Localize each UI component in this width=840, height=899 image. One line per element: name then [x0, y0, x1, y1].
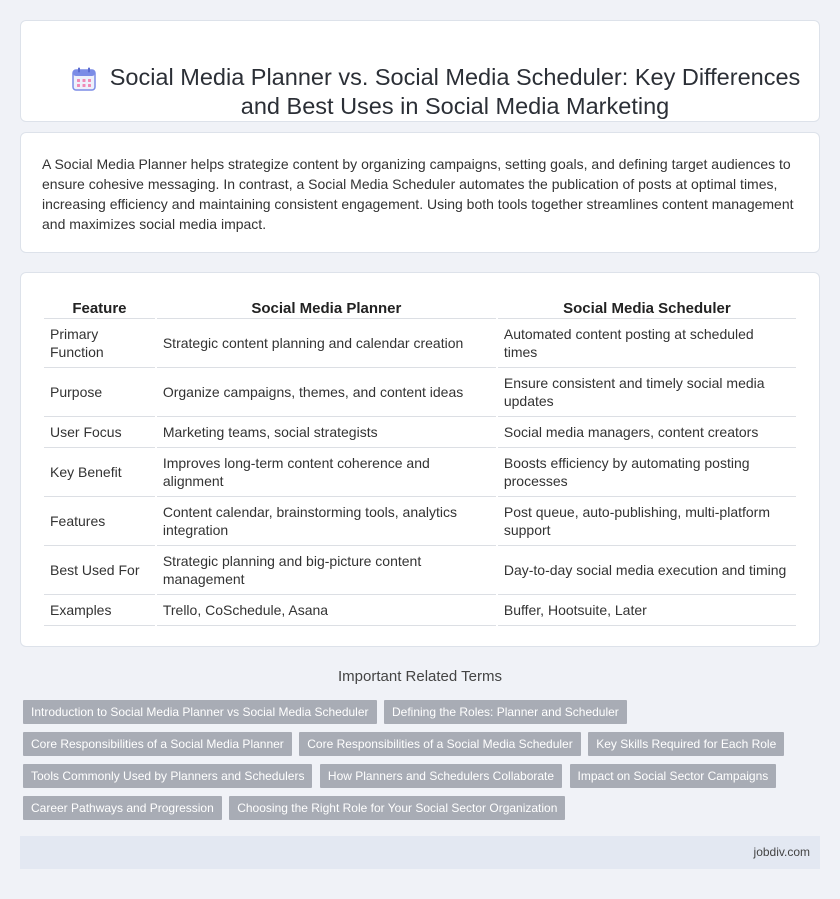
related-term-tag[interactable]: How Planners and Schedulers Collaborate: [320, 764, 562, 788]
calendar-icon: [71, 66, 97, 92]
title-card: [20, 20, 820, 122]
table-cell: Key Benefit: [44, 448, 155, 497]
related-terms-heading: Important Related Terms: [338, 668, 502, 685]
table-cell: Content calendar, brainstorming tools, analytics integration: [157, 497, 496, 546]
related-terms-list: [23, 700, 803, 828]
table-row: [44, 368, 796, 417]
table-cell: Automated content posting at scheduled times: [498, 319, 796, 368]
table-cell: Social media managers, content creators: [498, 417, 796, 448]
intro-paragraph: A Social Media Planner helps strategize content by organizing campaigns, setting goals, and defining target audiences to ensure cohesive messaging. In contrast, a Social Media Scheduler automates the publication of posts at optimal times, increasing efficiency and maintaining consistent engagement. Using both tools together streamlines content management and maximizes social media impact.: [42, 156, 794, 232]
related-term-tag[interactable]: Core Responsibilities of a Social Media Scheduler: [299, 732, 580, 756]
table-cell: Examples: [44, 595, 155, 626]
page-title: Social Media Planner vs. Social Media Scheduler: Key Differences and Best Uses in Social Media Marketing: [109, 64, 801, 119]
column-header: Social Media Scheduler: [498, 295, 796, 319]
table-cell: Trello, CoSchedule, Asana: [157, 595, 496, 626]
comparison-table: [42, 295, 798, 626]
footer-site-link[interactable]: jobdiv.com: [753, 845, 810, 859]
table-cell: User Focus: [44, 417, 155, 448]
table-cell: Ensure consistent and timely social media updates: [498, 368, 796, 417]
column-header: Feature: [44, 295, 155, 319]
related-term-tag[interactable]: Core Responsibilities of a Social Media Planner: [23, 732, 292, 756]
table-cell: Primary Function: [44, 319, 155, 368]
related-term-tag[interactable]: Key Skills Required for Each Role: [588, 732, 784, 756]
table-header-row: [44, 295, 796, 319]
related-term-tag[interactable]: Defining the Roles: Planner and Scheduler: [384, 700, 627, 724]
column-header: Social Media Planner: [157, 295, 496, 319]
table-row: [44, 319, 796, 368]
table-cell: Strategic planning and big-picture content management: [157, 546, 496, 595]
table-cell: Buffer, Hootsuite, Later: [498, 595, 796, 626]
table-cell: Best Used For: [44, 546, 155, 595]
table-cell: Purpose: [44, 368, 155, 417]
table-cell: Features: [44, 497, 155, 546]
table-cell: Marketing teams, social strategists: [157, 417, 496, 448]
table-cell: Post queue, auto-publishing, multi-platform support: [498, 497, 796, 546]
related-term-tag[interactable]: Impact on Social Sector Campaigns: [570, 764, 777, 788]
table-cell: Improves long-term content coherence and alignment: [157, 448, 496, 497]
table-cell: Strategic content planning and calendar creation: [157, 319, 496, 368]
table-cell: Boosts efficiency by automating posting processes: [498, 448, 796, 497]
table-row: [44, 546, 796, 595]
footer: [20, 836, 820, 869]
related-term-tag[interactable]: Choosing the Right Role for Your Social Sector Organization: [229, 796, 565, 820]
comparison-card: [20, 272, 820, 647]
related-term-tag[interactable]: Career Pathways and Progression: [23, 796, 222, 820]
table-cell: Day-to-day social media execution and timing: [498, 546, 796, 595]
related-term-tag[interactable]: Introduction to Social Media Planner vs Social Media Scheduler: [23, 700, 377, 724]
table-row: [44, 497, 796, 546]
intro-card: [20, 132, 820, 253]
related-term-tag[interactable]: Tools Commonly Used by Planners and Schedulers: [23, 764, 312, 788]
table-row: [44, 417, 796, 448]
table-row: [44, 595, 796, 626]
table-cell: Organize campaigns, themes, and content ideas: [157, 368, 496, 417]
table-row: [44, 448, 796, 497]
